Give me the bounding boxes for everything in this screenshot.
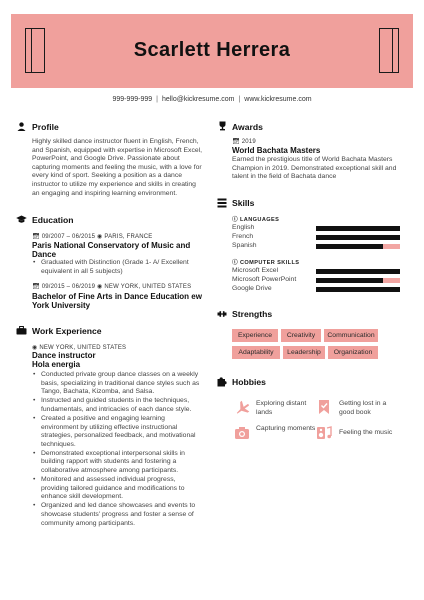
education-1-bullets: [32, 259, 204, 277]
work-bullet: • Demonstrated exceptional interpersonal skills in building rapport with students and fostering a collaborative atmosphere among participants.: [32, 450, 204, 476]
computer-skills-heading-text: COMPUTER SKILLS: [239, 260, 300, 266]
skill-bar-fill: [316, 278, 383, 283]
work-bullet: • Organized and led dance showcases and events to showcase students' progress and foster a sense of community among participants.: [32, 502, 204, 528]
work-bullet: • Conducted private group dance classes on a weekly basis, specializing in traditional dance styles such as Tango, Bachata, Kizomba, and Salsa.: [32, 371, 204, 397]
skill-label: French: [232, 233, 254, 240]
education-title: Education: [32, 215, 74, 225]
skills-title: Skills: [232, 198, 255, 208]
award-name: World Bachata Masters: [232, 146, 321, 155]
languages-heading: [232, 215, 279, 223]
education-1-school: Paris National Conservatory of Music and Dance: [32, 241, 191, 259]
hobby-text: Exploring distant lands: [256, 400, 307, 416]
skill-bar: [316, 235, 400, 240]
header-frame-left-top: [25, 28, 45, 29]
hobby-text: Feeling the music: [339, 429, 393, 436]
puzzle-icon: [217, 377, 227, 387]
skill-label: Spanish: [232, 242, 257, 249]
skill-label: Google Drive: [232, 285, 272, 292]
strength-tag: Organization: [328, 346, 378, 359]
location-pin-icon: ◉: [97, 234, 103, 240]
strength-tag: Experience: [232, 329, 278, 342]
skill-bar-fill: [316, 287, 400, 292]
header-frame-left-bottom: [25, 72, 45, 73]
header-banner: [11, 14, 413, 88]
hobby-text: Getting lost in a good book: [339, 400, 387, 416]
hobby-text: Capturing moments: [256, 425, 316, 432]
trophy-icon: [218, 121, 227, 131]
skills-bars-icon: [217, 198, 227, 208]
strength-tag: Adaptability: [232, 346, 280, 359]
skill-bar-fill: [316, 235, 400, 240]
skill-label: Microsoft PowerPoint: [232, 276, 297, 283]
education-1-dates: 09/2007 – 06/2015: [41, 234, 96, 240]
skill-row-french: [232, 233, 400, 242]
education-2-location: NEW YORK, UNITED STATES: [104, 284, 192, 290]
skill-label: Microsoft Excel: [232, 267, 279, 274]
contact-website[interactable]: www.kickresume.com: [244, 96, 312, 103]
bookmark-icon: [316, 399, 332, 415]
work-location: NEW YORK, UNITED STATES: [39, 345, 127, 351]
skill-bar-fill: [316, 226, 400, 231]
contact-email[interactable]: hello@kickresume.com: [161, 96, 235, 103]
header-frame-right-top: [379, 28, 399, 29]
skill-row-spanish: [232, 242, 400, 251]
skill-bar: [316, 269, 400, 274]
calendar-icon: 📅︎: [232, 139, 240, 145]
skill-bar-fill: [316, 244, 383, 249]
music-icon: [316, 425, 332, 441]
info-icon: ⓘ: [232, 217, 238, 223]
strength-icon: [217, 309, 227, 319]
person-icon: [17, 122, 26, 131]
camera-icon: [234, 425, 250, 441]
award-meta: [232, 138, 256, 145]
education-1-bullet: • Graduated with Distinction (Grade 1- A/ Excellent equivalent in all 5 subjects): [32, 259, 204, 276]
hobbies-title: Hobbies: [232, 377, 266, 387]
calendar-icon: 📅︎: [32, 234, 40, 240]
work-bullet: • Instructed and guided students in the techniques, fundamentals, and intricacies of each dance style.: [32, 397, 204, 414]
strength-tag: Leadership: [283, 346, 325, 359]
strengths-title: Strengths: [232, 309, 273, 319]
header-frame-right-bottom: [379, 72, 399, 73]
work-bullet: • Monitored and assessed individual progress, providing tailored guidance and modifications to enhance skill development.: [32, 476, 204, 502]
contact-line: [0, 96, 424, 103]
skill-bar-fill: [316, 269, 400, 274]
award-year: 2019: [241, 139, 256, 145]
skill-row-google-drive: [232, 285, 400, 294]
airplane-icon: [234, 400, 250, 416]
info-icon: ⓘ: [232, 260, 238, 266]
education-1-meta: [32, 233, 153, 240]
work-title: Work Experience: [32, 326, 102, 336]
location-pin-icon: ◉: [32, 345, 38, 351]
work-bullets: [32, 371, 204, 529]
profile-title: Profile: [32, 122, 59, 132]
education-1-location: PARIS, FRANCE: [104, 234, 153, 240]
skill-row-excel: [232, 267, 400, 276]
location-pin-icon: ◉: [97, 284, 103, 290]
skill-bar: [316, 244, 400, 249]
profile-text: Highly skilled dance instructor fluent in English, French, and Spanish, equipped with expertise in Microsoft Excel, PowerPoint, and Google Drive. Passionate about capturing moments and feeling the music, with a love for every kind of sport. Seeking a position as a dance instructor to utilize my experience and skills in creating an engaging and inspiring learning environment.: [32, 138, 203, 197]
briefcase-icon: [16, 326, 27, 335]
work-bullet: • Created a positive and engaging learning environment by utilizing effective instructional strategies, personalized feedback, and motivational techniques.: [32, 415, 204, 449]
contact-separator: |: [156, 96, 158, 103]
computer-skills-heading: [232, 258, 299, 266]
skill-label: English: [232, 224, 255, 231]
graduation-cap-icon: [16, 215, 27, 224]
strength-tag: Creativity: [281, 329, 321, 342]
work-role: Dance instructor: [32, 351, 96, 360]
education-2-meta: [32, 283, 191, 290]
work-meta: [32, 344, 126, 351]
strength-tag: Communication: [324, 329, 378, 342]
skill-bar: [316, 287, 400, 292]
award-text: Earned the prestigious title of World Bachata Masters Champion in 2019. Demonstrated exceptional skill and talent in the field of Bachata dance: [232, 156, 397, 181]
skill-row-powerpoint: [232, 276, 400, 285]
skill-row-english: [232, 224, 400, 233]
skill-bar: [316, 226, 400, 231]
calendar-icon: 📅︎: [32, 284, 40, 290]
languages-heading-text: LANGUAGES: [239, 217, 280, 223]
skill-bar: [316, 278, 400, 283]
candidate-name: Scarlett Herrera: [133, 39, 291, 61]
contact-separator: |: [238, 96, 241, 103]
contact-phone[interactable]: 999-999-999: [112, 96, 153, 103]
education-2-dates: 09/2015 – 06/2019: [41, 284, 96, 290]
education-2-school: Bachelor of Fine Arts in Dance Education ew York University: [32, 292, 202, 310]
work-company: Hola energia: [32, 360, 81, 369]
awards-title: Awards: [232, 122, 263, 132]
